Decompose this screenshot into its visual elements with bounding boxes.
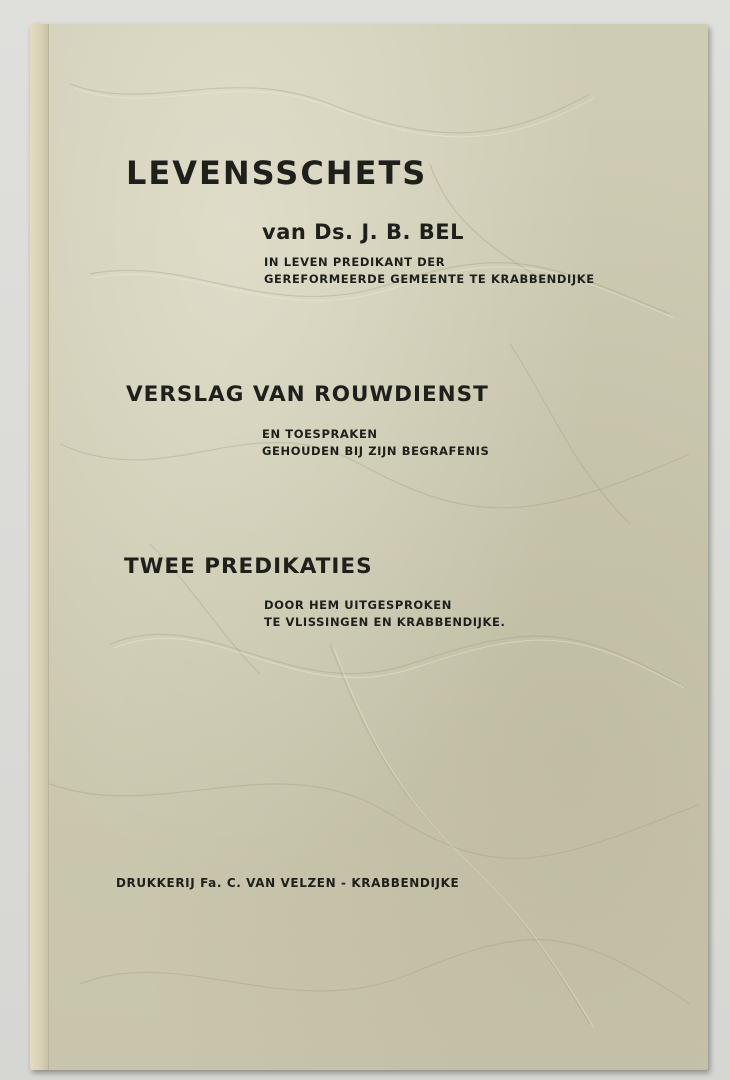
printer-imprint: DRUKKERIJ Fa. C. VAN VELZEN - KRABBENDIJKE [116, 876, 460, 890]
section-note-line: TE VLISSINGEN EN KRABBENDIJKE. [264, 615, 506, 629]
section-heading-predikaties: TWEE PREDIKATIES [124, 554, 373, 579]
section-note-rouwdienst [262, 426, 489, 460]
section-note-predikaties [264, 597, 506, 631]
section-note-line: GEHOUDEN BIJ ZIJN BEGRAFENIS [262, 444, 490, 458]
author-note [264, 254, 595, 288]
section-note-line: EN TOESPRAKEN [262, 427, 378, 441]
author-note-line: GEREFORMEERDE GEMEENTE TE KRABBENDIJKE [264, 272, 595, 286]
book-cover [30, 24, 708, 1070]
cover-title: LEVENSSCHETS [126, 154, 428, 192]
cover-author: van Ds. J. B. BEL [262, 220, 464, 244]
section-note-line: DOOR HEM UITGESPROKEN [264, 598, 452, 612]
section-heading-rouwdienst: VERSLAG VAN ROUWDIENST [126, 382, 489, 407]
author-note-line: IN LEVEN PREDIKANT DER [264, 255, 446, 269]
